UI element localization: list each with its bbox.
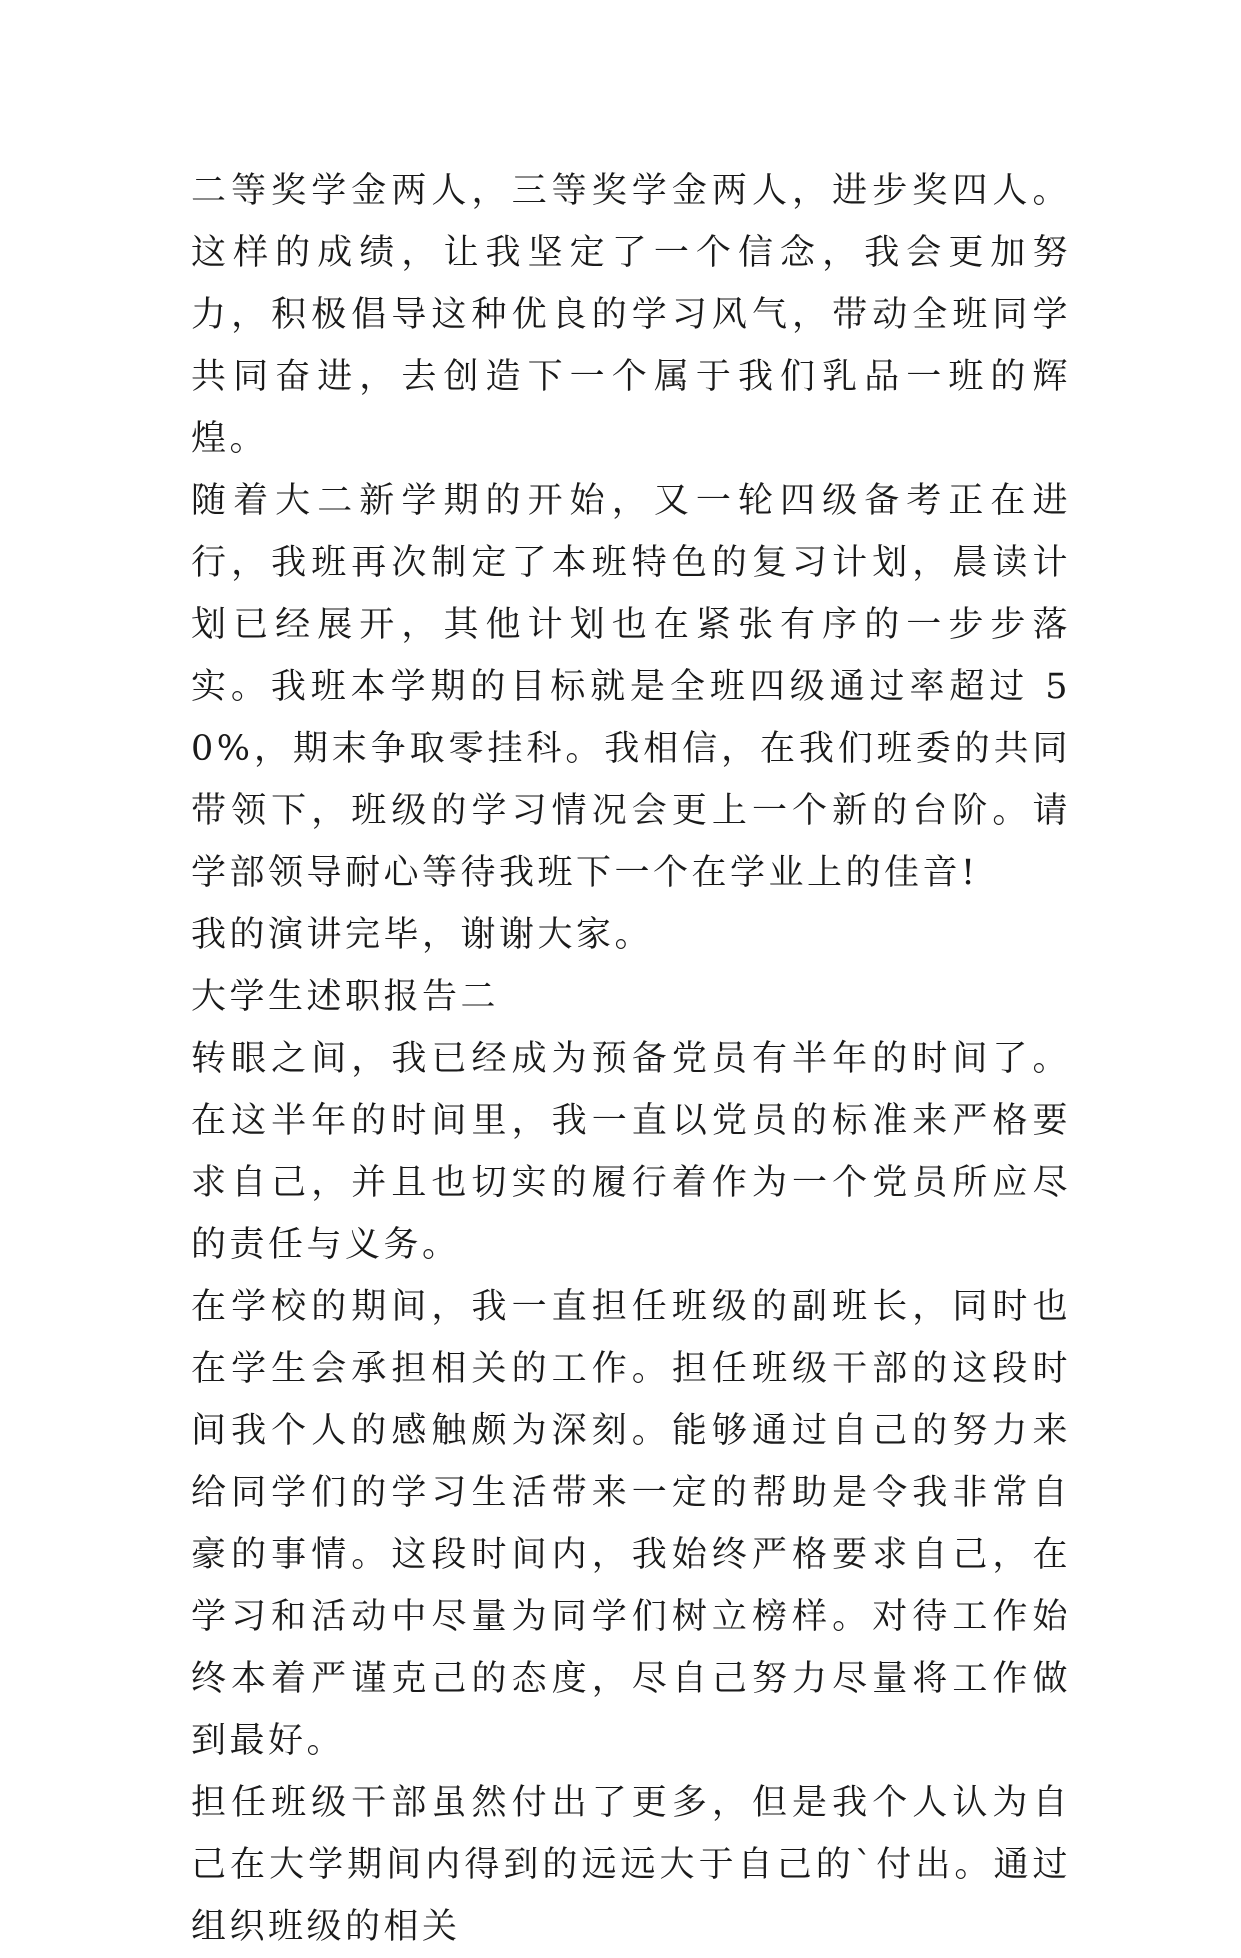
paragraph-closing-remark: 我的演讲完毕，谢谢大家。 xyxy=(191,915,654,955)
paragraph-class-cadre-gains: 担任班级干部虽然付出了更多，但是我个人认为自己在大学期间内得到的远远大于自己的`付出。通过组织班级的相关 xyxy=(191,1783,1071,1947)
section-heading: 大学生述职报告二 xyxy=(191,977,500,1017)
paragraph-class-monitor: 在学校的期间，我一直担任班级的副班长，同时也在学生会承担相关的工作。担任班级干部的这段时间我个人的感触颇为深刻。能够通过自己的努力来给同学们的学习生活带来一定的帮助是令我非常自豪的事情。这段时间内，我始终严格要求自己，在学习和活动中尽量为同学们树立榜样。对待工作始终本着严谨克己的态度，尽自己努力尽量将工作做到最好。 xyxy=(191,1287,1071,1761)
paragraph-scholarship-results: 二等奖学金两人，三等奖学金两人，进步奖四人。这样的成绩，让我坚定了一个信念，我会更加努力，积极倡导这种优良的学习风气，带动全班同学共同奋进，去创造下一个属于我们乳品一班的辉煌。 xyxy=(191,171,1071,459)
paragraph-party-member: 转眼之间，我已经成为预备党员有半年的时间了。在这半年的时间里，我一直以党员的标准来严格要求自己，并且也切实的履行着作为一个党员所应尽的责任与义务。 xyxy=(191,1039,1071,1265)
document-body xyxy=(191,160,1071,1958)
paragraph-semester-plan: 随着大二新学期的开始，又一轮四级备考正在进行，我班再次制定了本班特色的复习计划，晨读计划已经展开，其他计划也在紧张有序的一步步落实。我班本学期的目标就是全班四级通过率超过 50%，期末争取零挂科。我相信，在我们班委的共同带领下，班级的学习情况会更上一个新的台阶。请学部领导耐心等待我班下一个在学业上的佳音! xyxy=(191,481,1071,893)
